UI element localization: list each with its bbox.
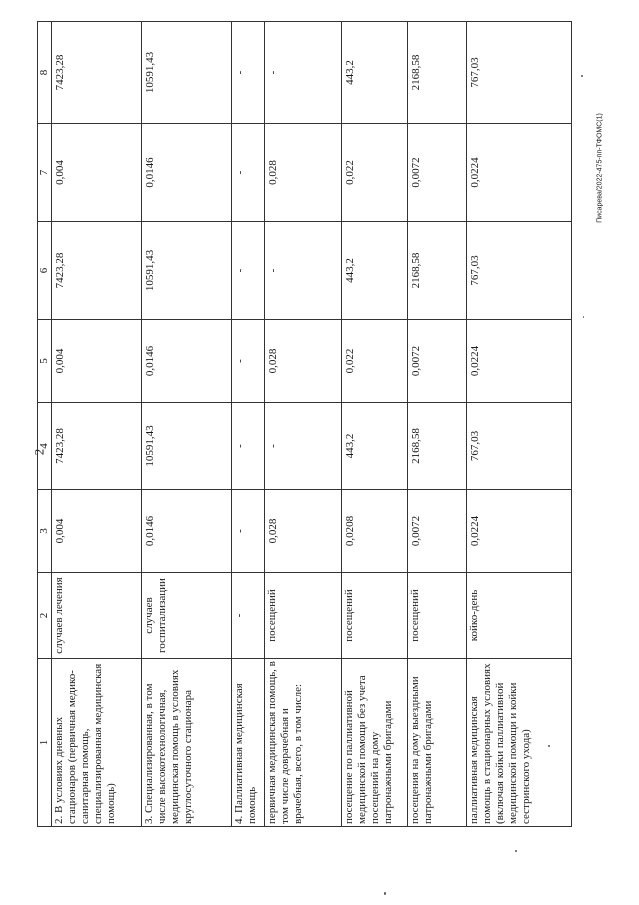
value-cell: 0,022	[342, 124, 408, 222]
table-row	[232, 22, 265, 827]
row-name-cell: посещение по паллиативной медицинской помощи без учета посещений на дому патронажными бригадами	[342, 659, 408, 827]
row-name-cell: 3. Специализированная, в том числе высокотехнологичная, медицинская помощь в условиях круглосуточного стационара	[141, 659, 232, 827]
value-cell: 443,2	[342, 222, 408, 320]
page-number: 2	[31, 448, 47, 456]
value-cell: 2168,58	[408, 22, 466, 124]
value-cell: -	[232, 320, 265, 403]
unit-cell: -	[232, 573, 265, 659]
scan-speck	[548, 745, 550, 747]
value-cell: 0,028	[264, 320, 341, 403]
value-cell: 0,0146	[141, 124, 232, 222]
header-cell: 3	[38, 490, 52, 573]
value-cell: 0,0072	[408, 320, 466, 403]
row-name-cell: 4. Паллиативная медицинская помощь	[232, 659, 265, 827]
value-cell: 443,2	[342, 403, 408, 490]
value-cell: 0,0224	[466, 124, 571, 222]
value-cell: 0,0072	[408, 124, 466, 222]
row-name-cell: 2. В условиях дневных стационаров (первичная медико-санитарная помощь, специализированная медицинская помощь)	[52, 659, 142, 827]
value-cell: 0,0146	[141, 320, 232, 403]
unit-cell: посещений	[408, 573, 466, 659]
header-cell: 5	[38, 320, 52, 403]
value-cell: 0,004	[52, 124, 142, 222]
value-cell: -	[232, 222, 265, 320]
unit-cell: посещений	[264, 573, 341, 659]
unit-cell: случаев госпитализации	[141, 573, 232, 659]
header-cell: 7	[38, 124, 52, 222]
row-name-cell: первичная медицинская помощь, в том числе доврачебная и врачебная, всего, в том числе:	[264, 659, 341, 827]
table-row	[52, 22, 142, 827]
value-cell: -	[264, 403, 341, 490]
value-cell: -	[232, 490, 265, 573]
value-cell: 0,004	[52, 490, 142, 573]
value-cell: 10591,43	[141, 222, 232, 320]
value-cell: -	[232, 22, 265, 124]
value-cell: 767,03	[466, 22, 571, 124]
value-cell: -	[264, 22, 341, 124]
table-row	[141, 22, 232, 827]
value-cell: 0,028	[264, 490, 341, 573]
table-rotator	[37, 22, 572, 827]
header-cell: 1	[38, 659, 52, 827]
value-cell: -	[232, 124, 265, 222]
value-cell: 0,0146	[141, 490, 232, 573]
scan-speck	[583, 316, 584, 318]
value-cell: 443,2	[342, 22, 408, 124]
value-cell: 0,028	[264, 124, 341, 222]
scan-speck	[384, 892, 386, 895]
value-cell: 7423,28	[52, 403, 142, 490]
value-cell: 767,03	[466, 403, 571, 490]
value-cell: 2168,58	[408, 403, 466, 490]
table-row	[264, 22, 341, 827]
value-cell: 7423,28	[52, 22, 142, 124]
value-cell: -	[232, 403, 265, 490]
value-cell: 0,0224	[466, 320, 571, 403]
value-cell: 10591,43	[141, 403, 232, 490]
table-row	[342, 22, 408, 827]
unit-cell: посещений	[342, 573, 408, 659]
value-cell: -	[264, 222, 341, 320]
scan-speck	[581, 75, 583, 77]
table-area	[37, 22, 572, 827]
value-cell: 0,004	[52, 320, 142, 403]
value-cell: 767,03	[466, 222, 571, 320]
value-cell: 2168,58	[408, 222, 466, 320]
unit-cell: случаев лечения	[52, 573, 142, 659]
row-name-cell: посещения на дому выездными патронажными бригадами	[408, 659, 466, 827]
value-cell: 0,0208	[342, 490, 408, 573]
value-cell: 0,022	[342, 320, 408, 403]
value-cell: 0,0072	[408, 490, 466, 573]
header-cell: 4	[38, 403, 52, 490]
scan-speck	[515, 850, 517, 852]
header-cell: 2	[38, 573, 52, 659]
table-row	[408, 22, 466, 827]
value-cell: 0,0224	[466, 490, 571, 573]
unit-cell: койко-день	[466, 573, 571, 659]
header-cell: 6	[38, 222, 52, 320]
table-row	[466, 22, 571, 827]
row-name-cell: паллиативная медицинская помощь в стационарных условиях (включая койки паллиативной медицинской помощи и койки сестринского ухода)	[466, 659, 571, 827]
header-cell: 8	[38, 22, 52, 124]
tariff-table	[37, 21, 572, 827]
footer-code: Писарева/2022-475-пп-ТФОМС(1)	[596, 113, 604, 223]
value-cell: 10591,43	[141, 22, 232, 124]
value-cell: 7423,28	[52, 222, 142, 320]
header-row	[38, 22, 52, 827]
